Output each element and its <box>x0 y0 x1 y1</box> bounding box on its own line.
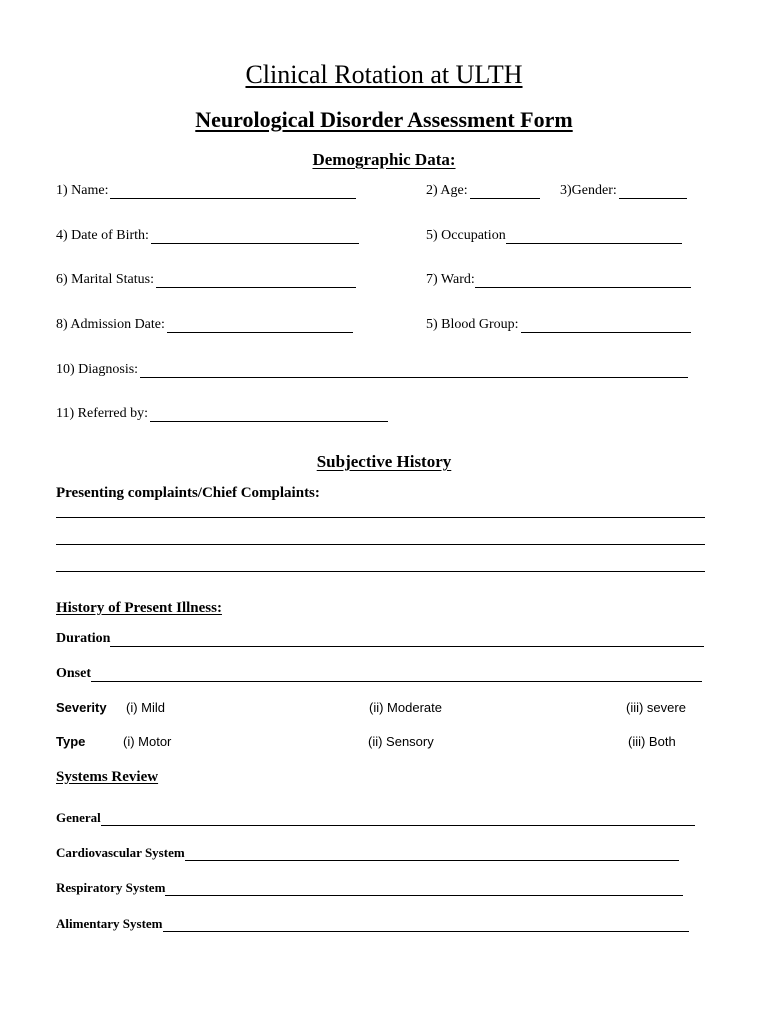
marital-input-line[interactable] <box>156 273 356 288</box>
ward-input-line[interactable] <box>475 273 691 288</box>
hpi-heading: History of Present Illness: <box>56 600 222 616</box>
severity-option-severe[interactable]: (iii) severe <box>626 700 686 715</box>
age-field <box>426 181 540 199</box>
complaints-line-3[interactable] <box>56 571 705 572</box>
referred-input-line[interactable] <box>150 407 388 422</box>
alimentary-field <box>56 914 689 932</box>
dob-field <box>56 226 359 244</box>
severity-option-moderate[interactable]: (ii) Moderate <box>369 700 442 715</box>
respiratory-input-line[interactable] <box>165 881 683 896</box>
form-subtitle: Neurological Disorder Assessment Form <box>195 107 573 132</box>
occupation-label: 5) Occupation <box>426 228 506 243</box>
name-input-line[interactable] <box>110 184 356 199</box>
gender-input-line[interactable] <box>619 184 687 199</box>
gender-label: 3)Gender: <box>560 183 617 198</box>
general-field <box>56 808 695 826</box>
respiratory-field <box>56 878 683 896</box>
duration-label: Duration <box>56 631 111 646</box>
admission-field <box>56 315 353 333</box>
subjective-heading: Subjective History <box>316 452 452 471</box>
marital-field <box>56 270 356 288</box>
complaints-label: Presenting complaints/Chief Complaints: <box>56 485 320 501</box>
duration-input-line[interactable] <box>110 632 704 647</box>
blood-group-input-line[interactable] <box>521 318 691 333</box>
diagnosis-field <box>56 360 688 378</box>
referred-label: 11) Referred by: <box>56 406 148 421</box>
respiratory-label: Respiratory System <box>56 880 166 895</box>
severity-option-mild[interactable]: (i) Mild <box>126 700 165 715</box>
type-option-motor[interactable]: (i) Motor <box>123 734 172 749</box>
ward-field <box>426 270 691 288</box>
dob-input-line[interactable] <box>151 229 359 244</box>
gender-field <box>560 181 687 199</box>
diagnosis-label: 10) Diagnosis: <box>56 362 139 377</box>
cardio-label: Cardiovascular System <box>56 845 185 860</box>
severity-label: Severity <box>56 700 107 715</box>
referred-field <box>56 404 388 422</box>
systems-heading: Systems Review <box>56 769 159 785</box>
admission-label: 8) Admission Date: <box>56 317 165 332</box>
marital-label: 6) Marital Status: <box>56 272 154 287</box>
age-input-line[interactable] <box>470 184 540 199</box>
name-label: 1) Name: <box>56 183 109 198</box>
name-field <box>56 181 356 199</box>
type-option-both[interactable]: (iii) Both <box>628 734 676 749</box>
diagnosis-input-line[interactable] <box>140 363 688 378</box>
age-label: 2) Age: <box>426 183 468 198</box>
onset-label: Onset <box>56 666 91 681</box>
onset-field <box>56 664 702 682</box>
cardio-field <box>56 843 679 861</box>
general-input-line[interactable] <box>101 811 695 826</box>
general-label: General <box>56 810 101 825</box>
occupation-input-line[interactable] <box>506 229 682 244</box>
onset-input-line[interactable] <box>91 667 702 682</box>
dob-label: 4) Date of Birth: <box>56 228 149 243</box>
duration-field <box>56 629 704 647</box>
alimentary-input-line[interactable] <box>163 917 689 932</box>
blood-group-label: 5) Blood Group: <box>426 317 519 332</box>
ward-label: 7) Ward: <box>426 272 475 287</box>
alimentary-label: Alimentary System <box>56 916 163 931</box>
complaints-line-1[interactable] <box>56 517 705 518</box>
admission-input-line[interactable] <box>167 318 353 333</box>
blood-group-field <box>426 315 691 333</box>
complaints-line-2[interactable] <box>56 544 705 545</box>
type-option-sensory[interactable]: (ii) Sensory <box>368 734 434 749</box>
type-label: Type <box>56 734 86 749</box>
form-title: Clinical Rotation at ULTH <box>245 60 523 89</box>
occupation-field <box>426 226 682 244</box>
demographic-heading: Demographic Data: <box>312 150 456 169</box>
cardio-input-line[interactable] <box>185 846 679 861</box>
